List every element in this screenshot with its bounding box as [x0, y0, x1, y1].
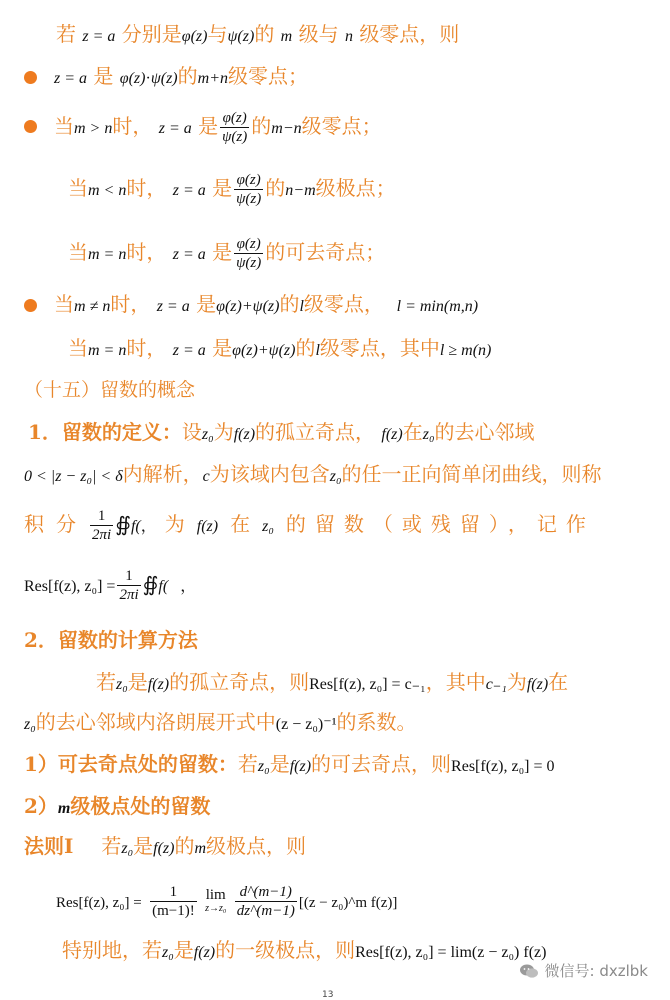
bullet-icon	[24, 299, 37, 312]
removable-singularity-rule: 1）可去奇点处的留数：若z₀是f(z)的可去奇点，则Res[f(z), z₀] = 0	[24, 752, 555, 776]
limit: lim z→z₀	[205, 886, 227, 914]
bullet-icon	[24, 120, 37, 133]
rule-one: 法则Ⅰ 若z₀是f(z)的m级极点，则	[24, 834, 307, 858]
subsection-heading: 2．留数的计算方法	[24, 628, 198, 652]
watermark-text: 微信号: dxzlbk	[544, 962, 648, 980]
wechat-icon	[519, 963, 539, 979]
residue-definition-formula: Res[f(z), z₀] = $\frac{1}{2\pi i}$ ∯f( ，	[24, 568, 197, 603]
definition-line-3: 积分 $\frac{1}{2\pi i}$ ∯f(， 为f(z) 在z₀ 的留数（或残留），记作	[24, 508, 595, 543]
intro-line: 若 z = a 分别是φ(z)与ψ(z)的 m 级与 n 级零点，则	[56, 22, 460, 46]
page-number: 13	[322, 990, 334, 1000]
fraction: $\frac{1}{(m-1)!}$	[152, 884, 195, 919]
definition-line-2: 0 < |z − z₀| < δ内解析，c为该域内包含z₀的任一正向简单闭曲线，则称	[24, 462, 602, 486]
calc-line-2: z₀的去心邻域内洛朗展开式中(z − z₀)⁻¹的系数。	[24, 710, 417, 734]
fraction: $\frac{1}{2\pi i}$	[119, 568, 139, 603]
pole-heading: 2）m级极点处的留数	[24, 794, 211, 818]
definition-line-1: 1．留数的定义：设z₀为f(z)的孤立奇点， f(z)在z₀的去心邻域	[28, 420, 535, 444]
line-sum-m-eq-n: 当m = n时， z = a 是φ(z)+ψ(z)的l级零点，其中l ≥ m(n)	[68, 336, 492, 360]
fraction: $\frac{1}{2\pi i}$	[92, 508, 112, 543]
section-heading: （十五）留数的概念	[24, 379, 196, 401]
bullet-icon	[24, 71, 37, 84]
bullet-line-quotient-m-gt-n: 当m > n时， z = a 是 $\frac{\varphi(z)}{\psi(z)}$ 的m−n级零点；	[54, 110, 382, 145]
fraction: $\frac{d\^{}(m-1)}{dz\^{}(m-1)}$	[236, 884, 295, 919]
calc-line-1: 若z₀是f(z)的孤立奇点，则Res[f(z), z₀] = c₋₁，其中c₋₁为f(z)在	[96, 670, 569, 694]
bullet-line-sum: 当m ≠ n时， z = a 是φ(z)+ψ(z)的l级零点， l = min(m,n)	[54, 292, 479, 316]
line-quotient-m-lt-n: 当m < n时， z = a 是 $\frac{\varphi(z)}{\psi(z)}$ 的n−m级极点；	[68, 172, 396, 207]
fraction: $\frac{\varphi(z)}{\psi(z)}$	[236, 236, 262, 271]
line-quotient-m-eq-n: 当m = n时， z = a 是 $\frac{\varphi(z)}{\psi(z)}$ 的可去奇点；	[68, 236, 386, 271]
fraction: $\frac{\varphi(z)}{\psi(z)}$	[222, 110, 248, 145]
watermark	[519, 960, 648, 981]
pole-residue-formula: Res[f(z), z₀] = $\frac{1}{(m-1)!}$ lim z→z₀ $\frac{d\^{}(m-1)}{dz\^{}(m-1)}$ [(z − z₀)^m f(z)]	[56, 884, 398, 919]
bullet-line-product: z = a 是 φ(z)·ψ(z)的m+n级零点；	[54, 64, 308, 88]
fraction: $\frac{\varphi(z)}{\psi(z)}$	[236, 172, 262, 207]
first-order-pole-line: 特别地，若z₀是f(z)的一级极点，则Res[f(z), z₀] = lim(z − z₀) f(z)	[62, 938, 547, 962]
